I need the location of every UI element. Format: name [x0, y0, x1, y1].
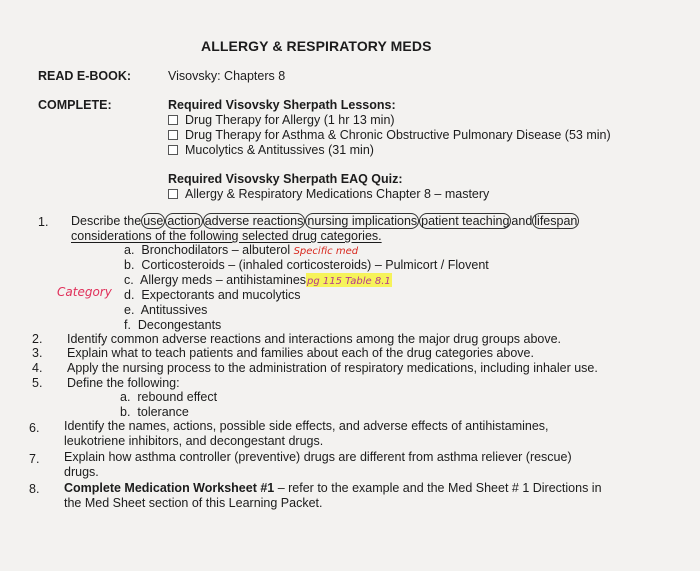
quiz-heading: Required Visovsky Sherpath EAQ Quiz: — [168, 172, 403, 186]
sub-item-e: e. Antitussives — [124, 303, 208, 317]
item-8-line-2: the Med Sheet section of this Learning Packet. — [64, 496, 323, 510]
item-7-line-2: drugs. — [64, 465, 99, 479]
circled-word: action — [167, 214, 201, 228]
sub-item-b: b. tolerance — [120, 405, 189, 419]
item-2-text: Identify common adverse reactions and interactions among the major drug groups above. — [67, 332, 562, 346]
item-number: 6. — [29, 421, 40, 435]
item-number: 2. — [32, 332, 43, 346]
sub-item-f: f. Decongestants — [124, 318, 222, 332]
lesson-item: Drug Therapy for Allergy (1 hr 13 min) — [168, 113, 395, 127]
sub-item-d: d. Expectorants and mucolytics — [124, 288, 301, 302]
lessons-heading: Required Visovsky Sherpath Lessons: — [168, 98, 396, 112]
quiz-item: Allergy & Respiratory Medications Chapter 8 – mastery — [168, 187, 489, 201]
highlighted-note: pg 115 Table 8.1 — [306, 273, 392, 287]
read-value: Visovsky: Chapters 8 — [168, 69, 286, 83]
item-number: 1. — [38, 215, 49, 229]
item-6-line-1: Identify the names, actions, possible side effects, and adverse effects of antihistamines, — [64, 419, 549, 433]
handwritten-note: Specific med — [293, 246, 359, 257]
circled-word: lifespan — [534, 214, 578, 228]
item-number: 8. — [29, 482, 40, 496]
lesson-item: Drug Therapy for Asthma & Chronic Obstructive Pulmonary Disease (53 min) — [168, 128, 611, 142]
page-title: ALLERGY & RESPIRATORY MEDS — [201, 38, 432, 54]
item-4-text: Apply the nursing process to the administration of respiratory medications, including inhaler use. — [67, 361, 598, 375]
item-7-line-1: Explain how asthma controller (preventive) drugs are different from asthma reliever (rescue) — [64, 450, 572, 464]
complete-label: COMPLETE: — [38, 98, 112, 112]
item-1-line-2: considerations of the following selected drug categories. — [71, 229, 382, 243]
item-5-text: Define the following: — [67, 376, 180, 390]
checkbox[interactable] — [168, 145, 178, 155]
item-number: 4. — [32, 361, 43, 375]
item-1-line-1: Describe the use action adverse reactions nursing implications patient teaching and lifespan — [71, 214, 578, 228]
checkbox[interactable] — [168, 115, 178, 125]
handwritten-category-tag: Category — [57, 285, 112, 299]
sub-item-a: a. Bronchodilators – albuterol Specific med — [124, 243, 359, 257]
item-number: 7. — [29, 452, 40, 466]
sub-item-a: a. rebound effect — [120, 390, 218, 404]
circled-word: patient teaching — [421, 214, 510, 228]
circled-word: adverse reactions — [204, 214, 304, 228]
sub-item-b: b. Corticosteroids – (inhaled corticosteroids) – Pulmicort / Flovent — [124, 258, 489, 272]
circled-word: use — [143, 214, 164, 228]
item-8-line-1: Complete Medication Worksheet #1 – refer to the example and the Med Sheet # 1 Directions in — [64, 481, 602, 495]
checkbox[interactable] — [168, 130, 178, 140]
circled-word: nursing implications — [307, 214, 418, 228]
lesson-item: Mucolytics & Antitussives (31 min) — [168, 143, 374, 157]
sub-item-c: c. Allergy meds – antihistaminespg 115 Table 8.1 — [124, 273, 391, 287]
item-6-line-2: leukotriene inhibitors, and decongestant drugs. — [64, 434, 324, 448]
item-3-text: Explain what to teach patients and families about each of the drug categories above. — [67, 346, 534, 360]
read-label: READ E-BOOK: — [38, 69, 132, 83]
item-number: 3. — [32, 346, 43, 360]
checkbox[interactable] — [168, 189, 178, 199]
item-number: 5. — [32, 376, 43, 390]
